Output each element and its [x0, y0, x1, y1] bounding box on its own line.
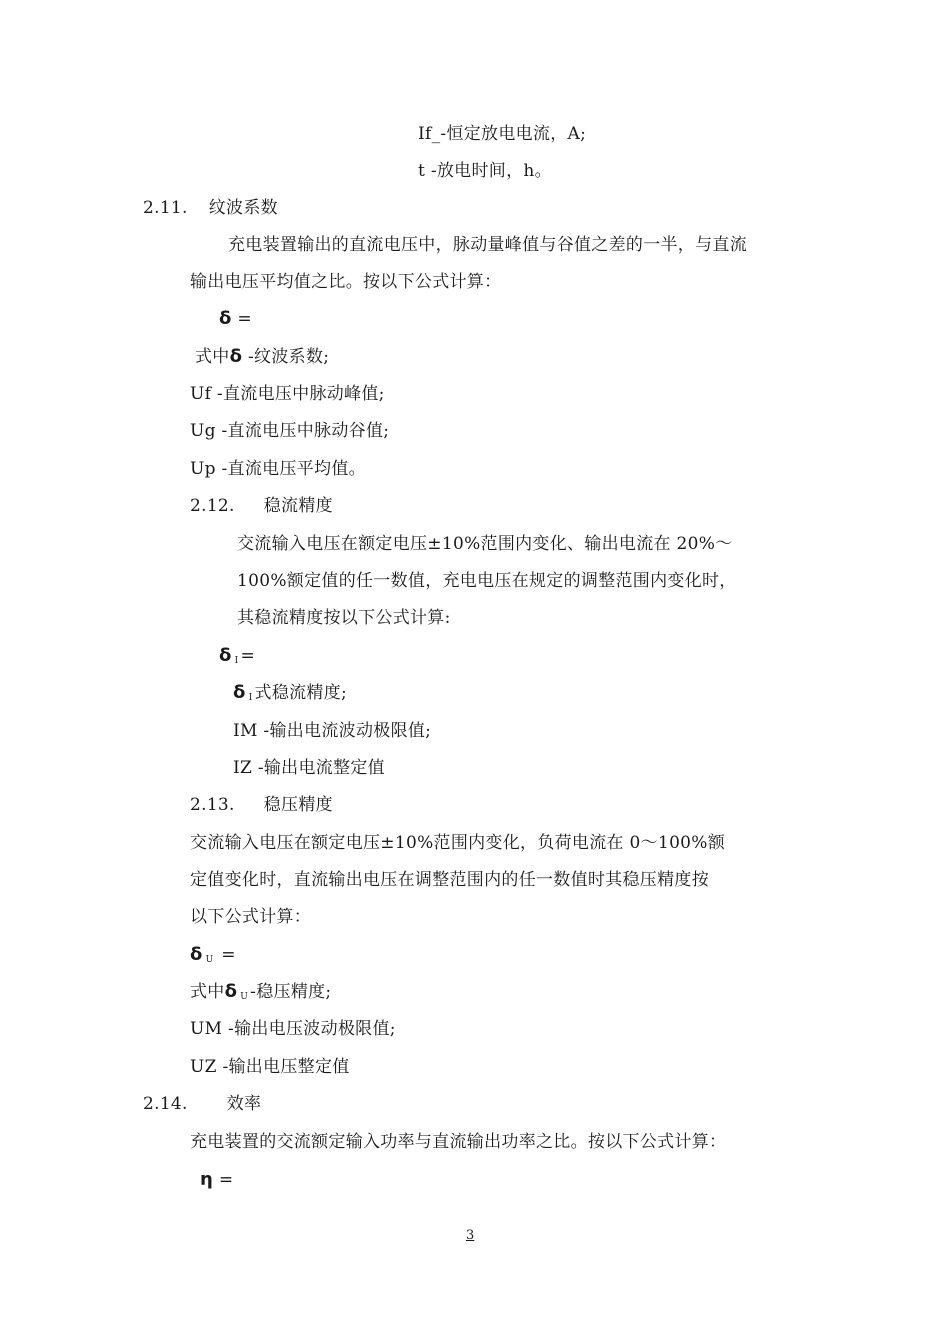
delta-symbol: δ	[190, 944, 203, 965]
legend-prefix: 式中	[190, 982, 225, 1002]
legend-prefix: 式中	[195, 347, 230, 367]
paragraph-line: 充电装置的交流额定输入功率与直流输出功率之比。按以下公式计算：	[190, 1132, 727, 1152]
formula-legend	[190, 981, 331, 1008]
def-uz: UZ -输出电压整定值	[190, 1057, 350, 1077]
formula-legend	[233, 682, 347, 709]
subscript: I	[248, 693, 253, 703]
section-title: 纹波系数	[208, 198, 278, 218]
paragraph-line: 定值变化时，直流输出电压在调整范围内的任一数值时其稳压精度按	[190, 870, 709, 890]
paragraph-line: 以下公式计算：	[190, 907, 312, 927]
subscript: I	[234, 656, 239, 666]
paragraph-line: 100%额定值的任一数值，充电电压在规定的调整范围内变化时，	[237, 571, 737, 591]
paragraph-line: 交流输入电压在额定电压±10%范围内变化、输出电流在 20%～	[237, 534, 733, 554]
formula-efficiency	[200, 1169, 233, 1191]
section-heading-2-14	[143, 1093, 261, 1115]
equals-sign: =	[221, 945, 236, 965]
section-heading-2-11	[143, 197, 278, 219]
subscript: U	[205, 955, 214, 965]
paragraph-line: 交流输入电压在额定电压±10%范围内变化，负荷电流在 0～100%额	[190, 833, 726, 853]
equals-sign: =	[218, 1170, 234, 1190]
def-im: IM -输出电流波动极限值;	[233, 721, 432, 741]
section-number: 2.12.	[190, 496, 235, 516]
paragraph-line: 输出电压平均值之比。按以下公式计算：	[190, 272, 502, 292]
section-title: 稳流精度	[263, 496, 333, 516]
section-heading-2-12	[190, 495, 333, 517]
def-iz: IZ -输出电流整定值	[233, 758, 385, 778]
delta-symbol: δ	[224, 981, 238, 1002]
formula-current	[219, 645, 255, 672]
delta-symbol: δ	[219, 308, 232, 329]
formula-voltage	[190, 944, 236, 971]
delta-symbol: δ	[233, 682, 246, 703]
section-number: 2.14.	[143, 1094, 188, 1114]
delta-symbol: δ	[229, 346, 243, 367]
def-t: t -放电时间，h。	[418, 161, 552, 181]
eta-symbol: η	[200, 1169, 214, 1190]
formula-legend	[195, 346, 329, 368]
subscript: U	[240, 992, 249, 1002]
paragraph-line: 其稳流精度按以下公式计算:	[237, 608, 451, 628]
equals-sign: =	[240, 646, 256, 666]
def-ug: Ug -直流电压中脉动谷值;	[190, 421, 390, 441]
section-title: 效率	[226, 1094, 262, 1114]
page-number: 3	[466, 1228, 475, 1243]
def-um: UM -输出电压波动极限值;	[190, 1019, 396, 1039]
delta-symbol: δ	[219, 645, 232, 666]
legend-text: -纹波系数;	[248, 347, 330, 367]
def-if: If_-恒定放电电流，A;	[418, 124, 587, 144]
section-number: 2.11.	[143, 198, 188, 218]
def-up: Up -直流电压平均值。	[190, 459, 366, 479]
def-uf: Uf -直流电压中脉动峰值;	[190, 384, 385, 404]
formula-ripple	[219, 308, 252, 330]
paragraph-line: 充电装置输出的直流电压中，脉动量峰值与谷值之差的一半，与直流	[228, 235, 747, 255]
legend-text: 式稳流精度;	[254, 683, 348, 703]
section-title: 稳压精度	[263, 795, 333, 815]
legend-text: -稳压精度;	[250, 982, 332, 1002]
section-heading-2-13	[190, 794, 333, 816]
equals-sign: =	[237, 309, 252, 329]
section-number: 2.13.	[190, 795, 235, 815]
